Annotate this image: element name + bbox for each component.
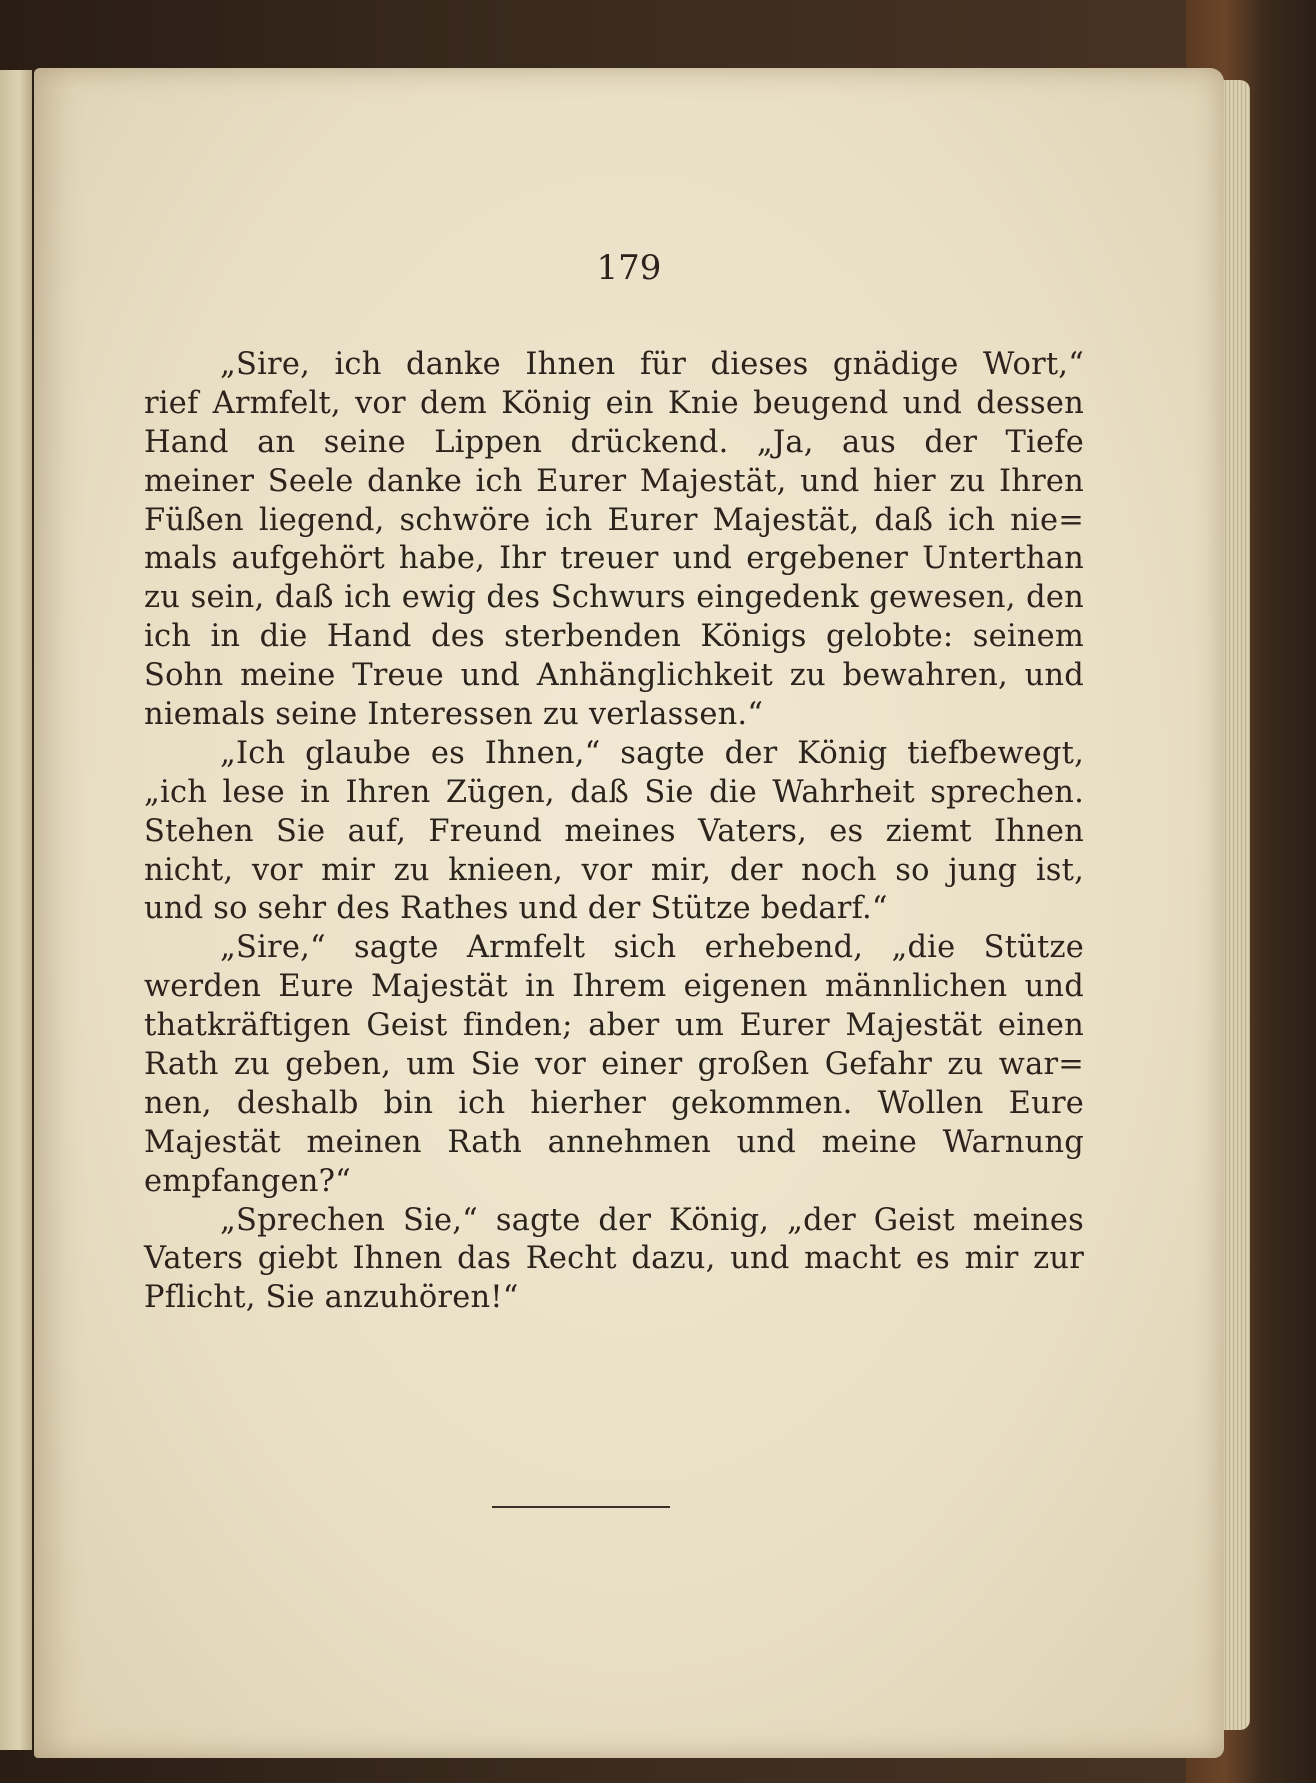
facing-page-edge xyxy=(0,70,32,1750)
page-number: 179 xyxy=(596,248,662,288)
text-line: Hand an seine Lippen drückend. „Ja, aus der Tiefe xyxy=(144,424,1084,460)
text-line: „Sprechen Sie,“ sagte der König, „der Geist meines xyxy=(220,1202,1084,1238)
text-line: niemals seine Interessen zu verlassen.“ xyxy=(144,697,764,733)
text-line: „Ich glaube es Ihnen,“ sagte der König tiefbewegt, xyxy=(220,735,1084,771)
text-line: und so sehr des Rathes und der Stütze bedarf.“ xyxy=(144,891,888,927)
book-page xyxy=(34,68,1224,1758)
text-line: Sohn meine Treue und Anhänglichkeit zu bewahren, und xyxy=(144,658,1084,694)
text-line: Füßen liegend, schwöre ich Eurer Majestät, daß ich nie= xyxy=(144,502,1084,538)
text-line: thatkräftigen Geist finden; aber um Eurer Majestät einen xyxy=(144,1008,1084,1044)
text-line: empfangen?“ xyxy=(144,1163,351,1199)
text-line: „Sire,“ sagte Armfelt sich erhebend, „die Stütze xyxy=(220,930,1084,966)
text-line: Pflicht, Sie anzuhören!“ xyxy=(144,1280,519,1316)
text-line: meiner Seele danke ich Eurer Majestät, und hier zu Ihren xyxy=(144,463,1084,499)
text-line: werden Eure Majestät in Ihrem eigenen männlichen und xyxy=(144,969,1084,1005)
body-text xyxy=(144,346,1084,1318)
text-line: „ich lese in Ihren Zügen, daß Sie die Wahrheit sprechen. xyxy=(144,774,1084,810)
text-line: Majestät meinen Rath annehmen und meine Warnung xyxy=(144,1124,1084,1160)
text-line: Vaters giebt Ihnen das Recht dazu, und macht es mir zur xyxy=(144,1241,1084,1277)
text-line: Rath zu geben, um Sie vor einer großen Gefahr zu war= xyxy=(144,1047,1084,1083)
text-line: Stehen Sie auf, Freund meines Vaters, es ziemt Ihnen xyxy=(144,813,1084,849)
text-line: nen, deshalb bin ich hierher gekommen. Wollen Eure xyxy=(144,1085,1084,1121)
text-line: mals aufgehört habe, Ihr treuer und ergebener Unterthan xyxy=(144,541,1084,577)
text-line: „Sire, ich danke Ihnen für dieses gnädige Wort,“ xyxy=(220,347,1084,382)
text-line: nicht, vor mir zu knieen, vor mir, der noch so jung ist, xyxy=(144,852,1084,888)
text-line: ich in die Hand des sterbenden Königs gelobte: seinem xyxy=(144,619,1084,655)
section-end-rule xyxy=(492,1506,670,1508)
text-line: rief Armfelt, vor dem König ein Knie beugend und dessen xyxy=(144,385,1084,421)
text-line: zu sein, daß ich ewig des Schwurs eingedenk gewesen, den xyxy=(144,580,1084,616)
